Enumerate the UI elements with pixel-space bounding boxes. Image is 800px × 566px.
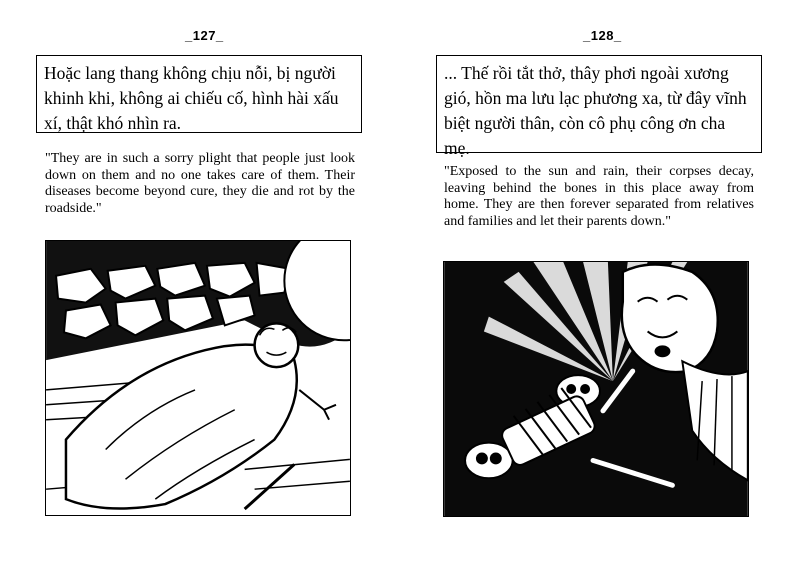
- left-illustration-panel: [45, 240, 351, 516]
- right-english-caption: "Exposed to the sun and rain, their corpses decay, leaving behind the bones in this place away from home. They are then forever separated from relatives and families and let their parents down.": [444, 164, 754, 229]
- left-english-caption: "They are in such a sorry plight that people just look down on them and no one takes care of them. Their diseases become beyond cure, they die and rot by the roadside.": [45, 151, 355, 216]
- skeleton-and-mourner-illustration-icon: [444, 262, 748, 516]
- right-illustration-panel: [443, 261, 749, 517]
- left-vietnamese-caption: Hoặc lang thang không chịu nỗi, bị người khinh khi, không ai chiếu cố, hình hài xấu xí, thật khó nhìn ra.: [36, 55, 362, 133]
- right-vietnamese-caption: ... Thế rồi tắt thở, thây phơi ngoài xương gió, hồn ma lưu lạc phương xa, từ đây vĩnh biệt người thân, còn cô phụ công ơn cha mẹ.: [436, 55, 762, 153]
- left-page-number: _127_: [185, 28, 224, 43]
- dying-beggar-illustration-icon: [46, 241, 350, 515]
- right-page-number: _128_: [583, 28, 622, 43]
